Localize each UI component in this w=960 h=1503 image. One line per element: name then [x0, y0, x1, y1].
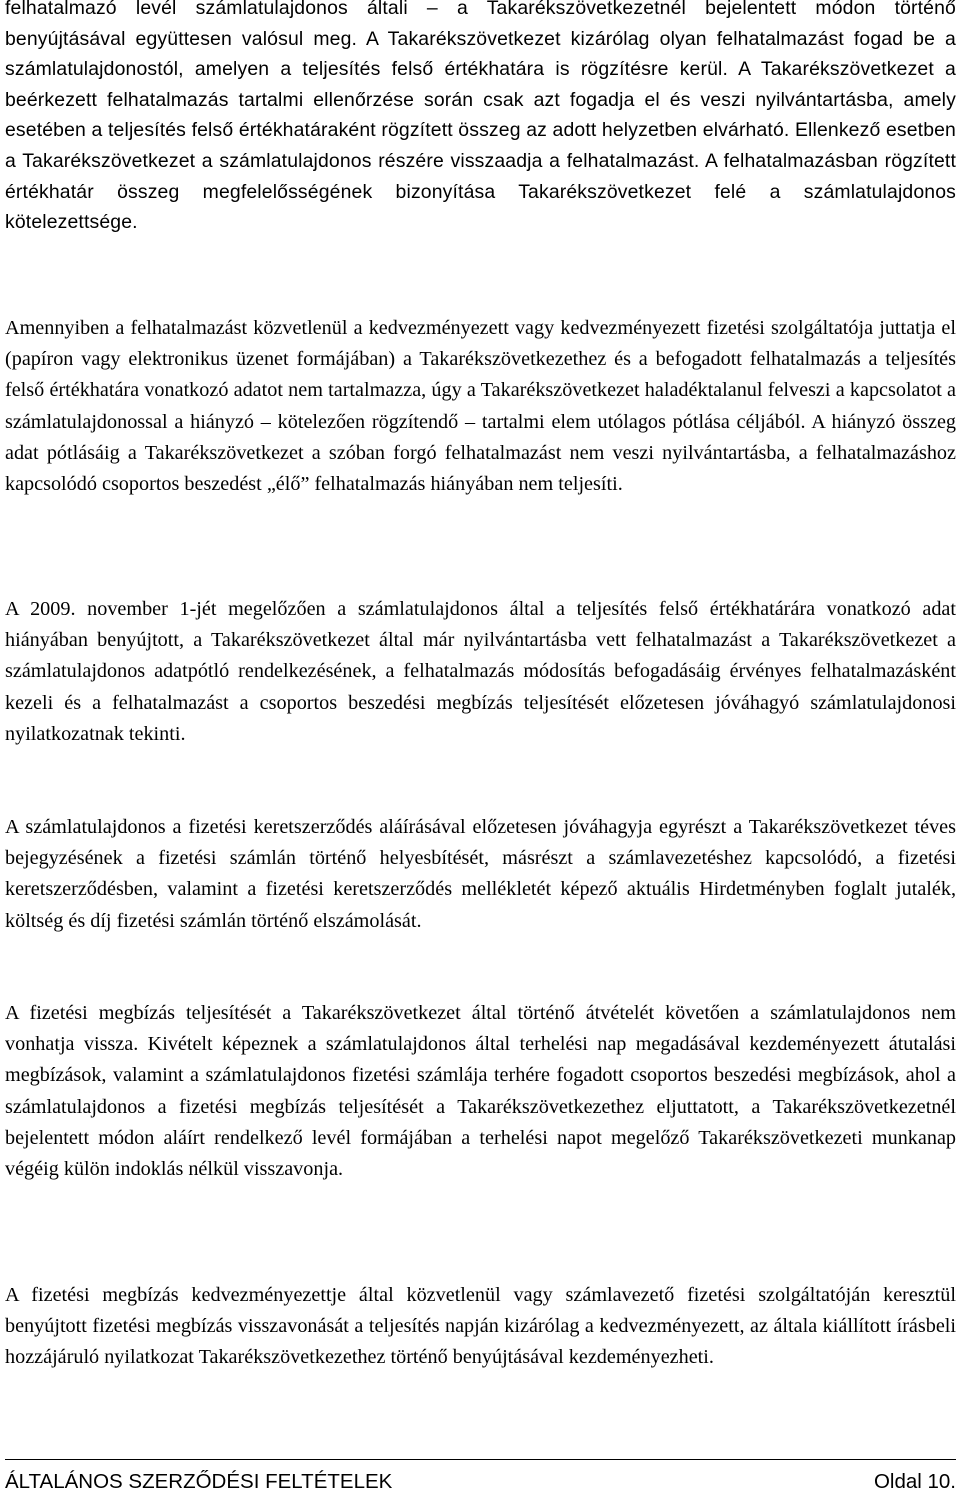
paragraph: A fizetési megbízás kedvezményezettje által közvetlenül vagy számlavezető fizetési szolgáltatóján keresztül benyújtott fizetési megbízás visszavonását a teljesítés napján kizárólag a kedvezményezett, az általa kiállított írásbeli hozzájáruló nyilatkozat Takarékszövetkezethez történő benyújtásával kezdeményezheti.: [5, 1284, 956, 1369]
page-number: Oldal 10.: [873, 1470, 956, 1493]
page-footer: [5, 1459, 956, 1495]
footer-title: ÁLTALÁNOS SZERZŐDÉSI FELTÉTELEK: [5, 1470, 393, 1493]
paragraph: A fizetési megbízás teljesítését a Takarékszövetkezet által történő átvételét követően a számlatulajdonos nem vonhatja vissza. Kivételt képeznek a számlatulajdonos által terhelési nap megadásával kezdeményezett átutalási megbízások, valamint a számlatulajdonos fizetési számlája terhére fogadott csoportos beszedési megbízások, ahol a számlatulajdonos a fizetési megbízás teljesítését a Takarékszövetkezethez eljuttatott, a Takarékszövetkezetnél bejelentett módon aláírt rendelkező levél formájában a terhelési napot megelőző Takarékszövetkezeti munkanap végéig külön indoklás nélkül visszavonja.: [5, 1002, 956, 1181]
paragraph: A 2009. november 1-jét megelőzően a számlatulajdonos által a teljesítés felső értékhatárára vonatkozó adat hiányában benyújtott, a Takarékszövetkezet által már nyilvántartásba vett felhatalmazást a Takarékszövetkezet a számlatulajdonos adatpótló rendelkezésének, a felhatalmazás módosítás befogadásáig érvényes felhatalmazásként kezeli és a felhatalmazást a csoportos beszedési megbízás teljesítését előzetesen jóváhagyó számlatulajdonosi nyilatkozatnak tekinti.: [5, 598, 956, 745]
paragraph: felhatalmazó levél számlatulajdonos általi – a Takarékszövetkezetnél bejelentett módon történő benyújtásával együttesen valósul meg. A Takarékszövetkezet kizárólag olyan felhatalmazást fogad be a számlatulajdonostól, amelyen a teljesítés felső értékhatára is rögzítésre kerül. A Takarékszövetkezet a beérkezett felhatalmazás tartalmi ellenőrzése során csak azt fogadja el és veszi nyilvántartásba, amely esetében a teljesítés felső értékhatáraként rögzített összeg az adott helyzetben elvárható. Ellenkező esetben a Takarékszövetkezet a számlatulajdonos részére visszaadja a felhatalmazást. A felhatalmazásban rögzített értékhatár összeg megfelelősségének bizonyítása Takarékszövetkezet felé a számlatulajdonos kötelezettsége.: [5, 0, 956, 234]
paragraph: A számlatulajdonos a fizetési keretszerződés aláírásával előzetesen jóváhagyja egyrészt a Takarékszövetkezet téves bejegyzésének a fizetési számlán történő helyesbítését, másrészt a számlavezetéshez kapcsolódó, a fizetési keretszerződésben, valamint a fizetési keretszerződés mellékletét képező aktuális Hirdetményben foglalt jutalék, költség és díj fizetési számlán történő elszámolását.: [5, 816, 956, 932]
paragraph: Amennyiben a felhatalmazást közvetlenül a kedvezményezett vagy kedvezményezett fizetési szolgáltatója juttatja el (papíron vagy elektronikus üzenet formájában) a Takarékszövetkezethez és a befogadott felhatalmazás a teljesítés felső értékhatára vonatkozó adatot nem tartalmazza, úgy a Takarékszövetkezet haladéktalanul felveszi a kapcsolatot a számlatulajdonossal a hiányzó – kötelezően rögzítendő – tartalmi elem utólagos pótlása céljából. A hiányzó összeg adat pótlásáig a Takarékszövetkezet a szóban forgó felhatalmazást nem veszi nyilvántartásba, a felhatalmazáshoz kapcsolódó csoportos beszedést „élő” felhatalmazás hiányában nem teljesíti.: [5, 317, 956, 496]
